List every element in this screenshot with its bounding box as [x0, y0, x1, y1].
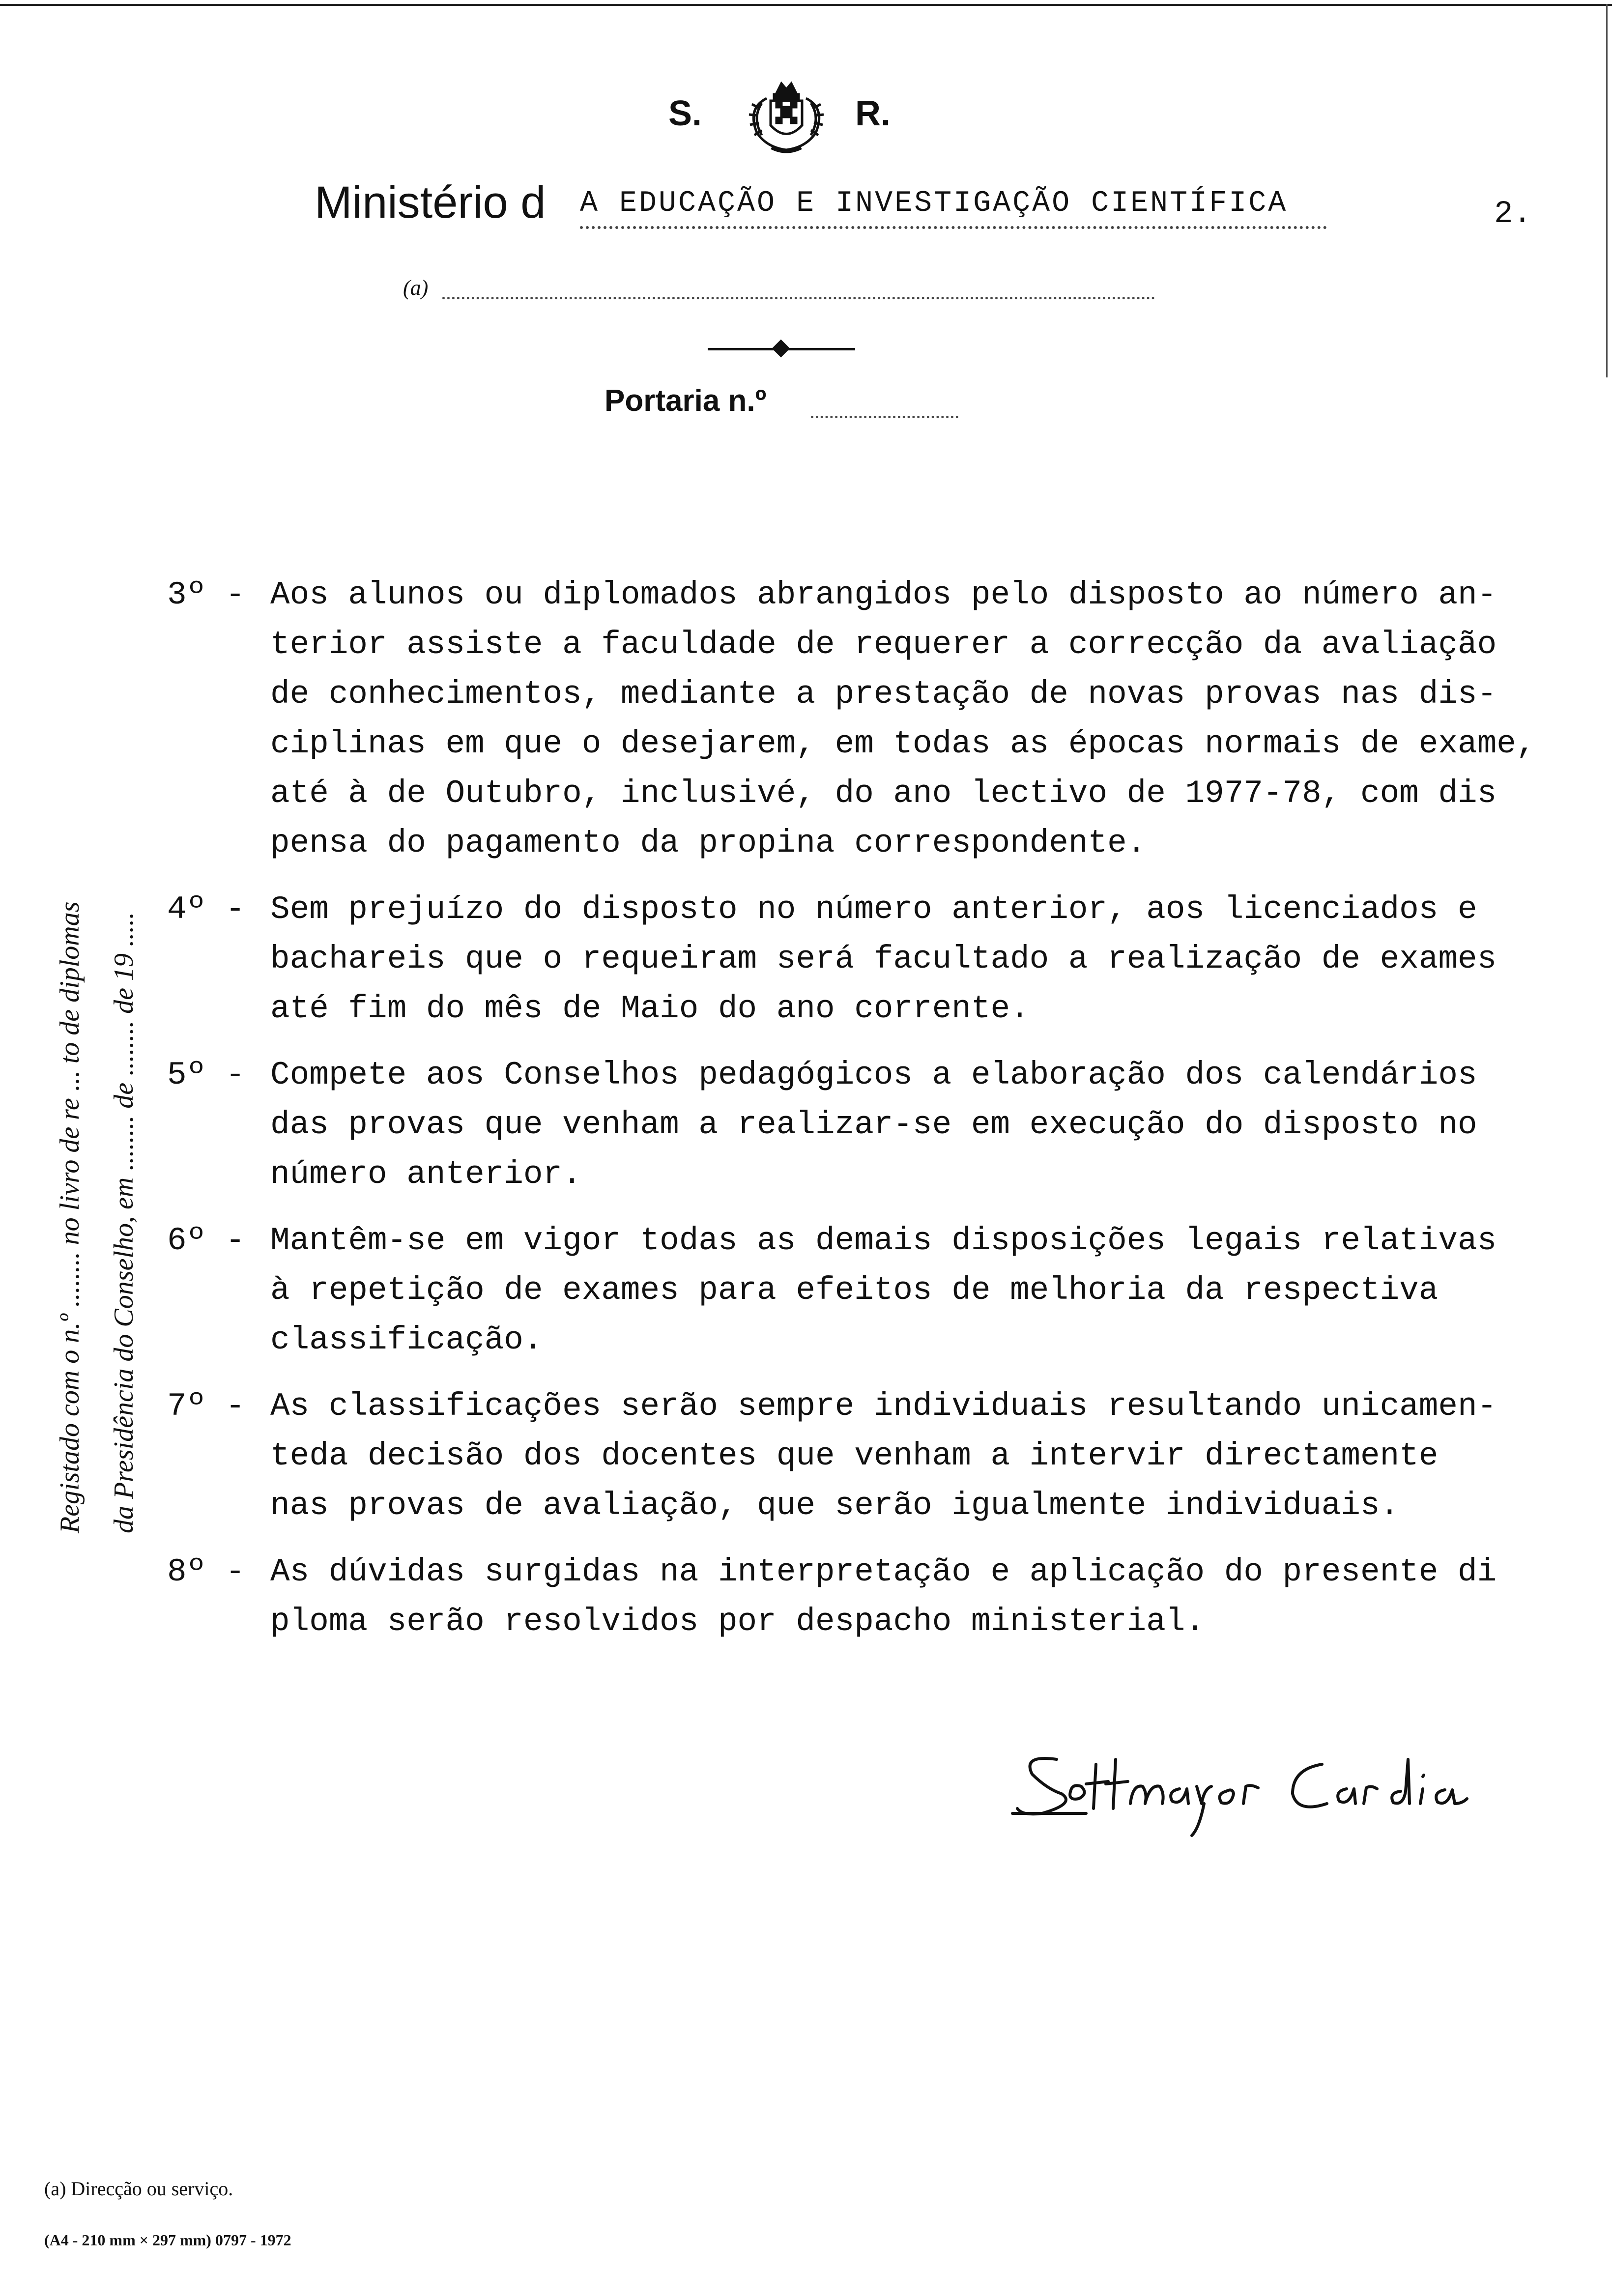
page-number: 2.: [1494, 197, 1532, 232]
clause-line: de conhecimentos, mediante a prestação de novas provas nas dis-: [270, 676, 1497, 713]
registration-margin-note: [39, 619, 157, 1533]
ministry-value: A EDUCAÇÃO E INVESTIGAÇÃO CIENTÍFICA: [580, 187, 1288, 220]
clause-line: bachareis que o requeiram será facultado a realização de exames: [270, 941, 1497, 977]
clause-line: pensa do pagamento da propina correspondente.: [270, 825, 1147, 861]
r-letter: R.: [855, 94, 891, 133]
clause-text: [270, 1381, 1553, 1530]
portaria-label: Portaria n.º: [604, 384, 767, 418]
handwritten-signature: [1003, 1730, 1494, 1848]
clause-3: [167, 570, 1553, 868]
clause-line: teda decisão dos docentes que venham a intervir directamente: [270, 1437, 1439, 1474]
clause-line: ciplinas em que o desejarem, em todas as épocas normais de exame,: [270, 725, 1536, 762]
clause-line: das provas que venham a realizar-se em execução do disposto no: [270, 1106, 1477, 1143]
form-reference: (A4 - 210 mm × 297 mm) 0797 - 1972: [44, 2231, 291, 2249]
footnote: (a) Direcção ou serviço.: [44, 2178, 233, 2200]
margin-note-line-1: Registado com o n.º ........ no livro de re ... to de diplomas: [55, 901, 85, 1533]
clause-line: até à de Outubro, inclusivé, do ano lectivo de 1977-78, com dis: [270, 775, 1497, 812]
ministry-heading: [315, 177, 1347, 241]
margin-note-line-2: da Presidência do Conselho, em ........ de ........ de 19 .....: [109, 912, 139, 1533]
clause-line: até fim do mês de Maio do ano corrente.: [270, 990, 1030, 1027]
clause-number: 3º -: [167, 576, 245, 613]
clause-7: [167, 1381, 1553, 1530]
clause-line: Aos alunos ou diplomados abrangidos pelo disposto ao número an-: [270, 576, 1497, 613]
coat-of-arms-icon: [732, 79, 840, 157]
diamond-icon: [772, 340, 790, 358]
service-dotted-line: [442, 297, 1155, 299]
clause-line: nas provas de avaliação, que serão igualmente individuais.: [270, 1487, 1400, 1524]
s-letter: S.: [668, 94, 702, 133]
clause-number: 6º -: [167, 1222, 245, 1259]
service-label: (a): [403, 276, 429, 300]
clause-text: [270, 570, 1553, 868]
clause-line: ploma serão resolvidos por despacho ministerial.: [270, 1603, 1205, 1640]
letterhead-emblem-block: [659, 79, 914, 177]
page-border-right: [1606, 4, 1608, 377]
clause-number: 5º -: [167, 1057, 245, 1093]
clause-line: à repetição de exames para efeitos de melhoria da respectiva: [270, 1272, 1439, 1309]
clause-line: número anterior.: [270, 1156, 582, 1193]
clause-line: terior assiste a faculdade de requerer a correcção da avaliação: [270, 626, 1497, 663]
portaria-dotted-line: [811, 416, 958, 418]
ministry-label: Ministério d: [315, 177, 546, 228]
clause-number: 7º -: [167, 1388, 245, 1425]
clause-line: As dúvidas surgidas na interpretação e aplicação do presente di: [270, 1553, 1497, 1590]
clause-6: [167, 1216, 1553, 1365]
clause-number: 4º -: [167, 891, 245, 928]
clause-text: [270, 1547, 1553, 1646]
service-line: [403, 275, 1160, 305]
clause-line: Mantêm-se em vigor todas as demais disposições legais relativas: [270, 1222, 1497, 1259]
portaria-line: [604, 383, 998, 428]
clause-text: [270, 885, 1553, 1033]
signature-scribble: [1003, 1730, 1494, 1848]
clause-text: [270, 1050, 1553, 1199]
clauses-list: [167, 570, 1553, 1663]
ornamental-divider: [708, 339, 855, 359]
page-border-top: [0, 4, 1612, 6]
clause-8: [167, 1547, 1553, 1646]
clause-line: classificação.: [270, 1321, 543, 1358]
clause-line: As classificações serão sempre individuais resultando unicamen-: [270, 1388, 1497, 1425]
clause-4: [167, 885, 1553, 1033]
clause-5: [167, 1050, 1553, 1199]
clause-number: 8º -: [167, 1553, 245, 1590]
ministry-dotted-line: [580, 226, 1327, 229]
clause-line: Compete aos Conselhos pedagógicos a elaboração dos calendários: [270, 1057, 1477, 1093]
clause-text: [270, 1216, 1553, 1365]
clause-line: Sem prejuízo do disposto no número anterior, aos licenciados e: [270, 891, 1477, 928]
